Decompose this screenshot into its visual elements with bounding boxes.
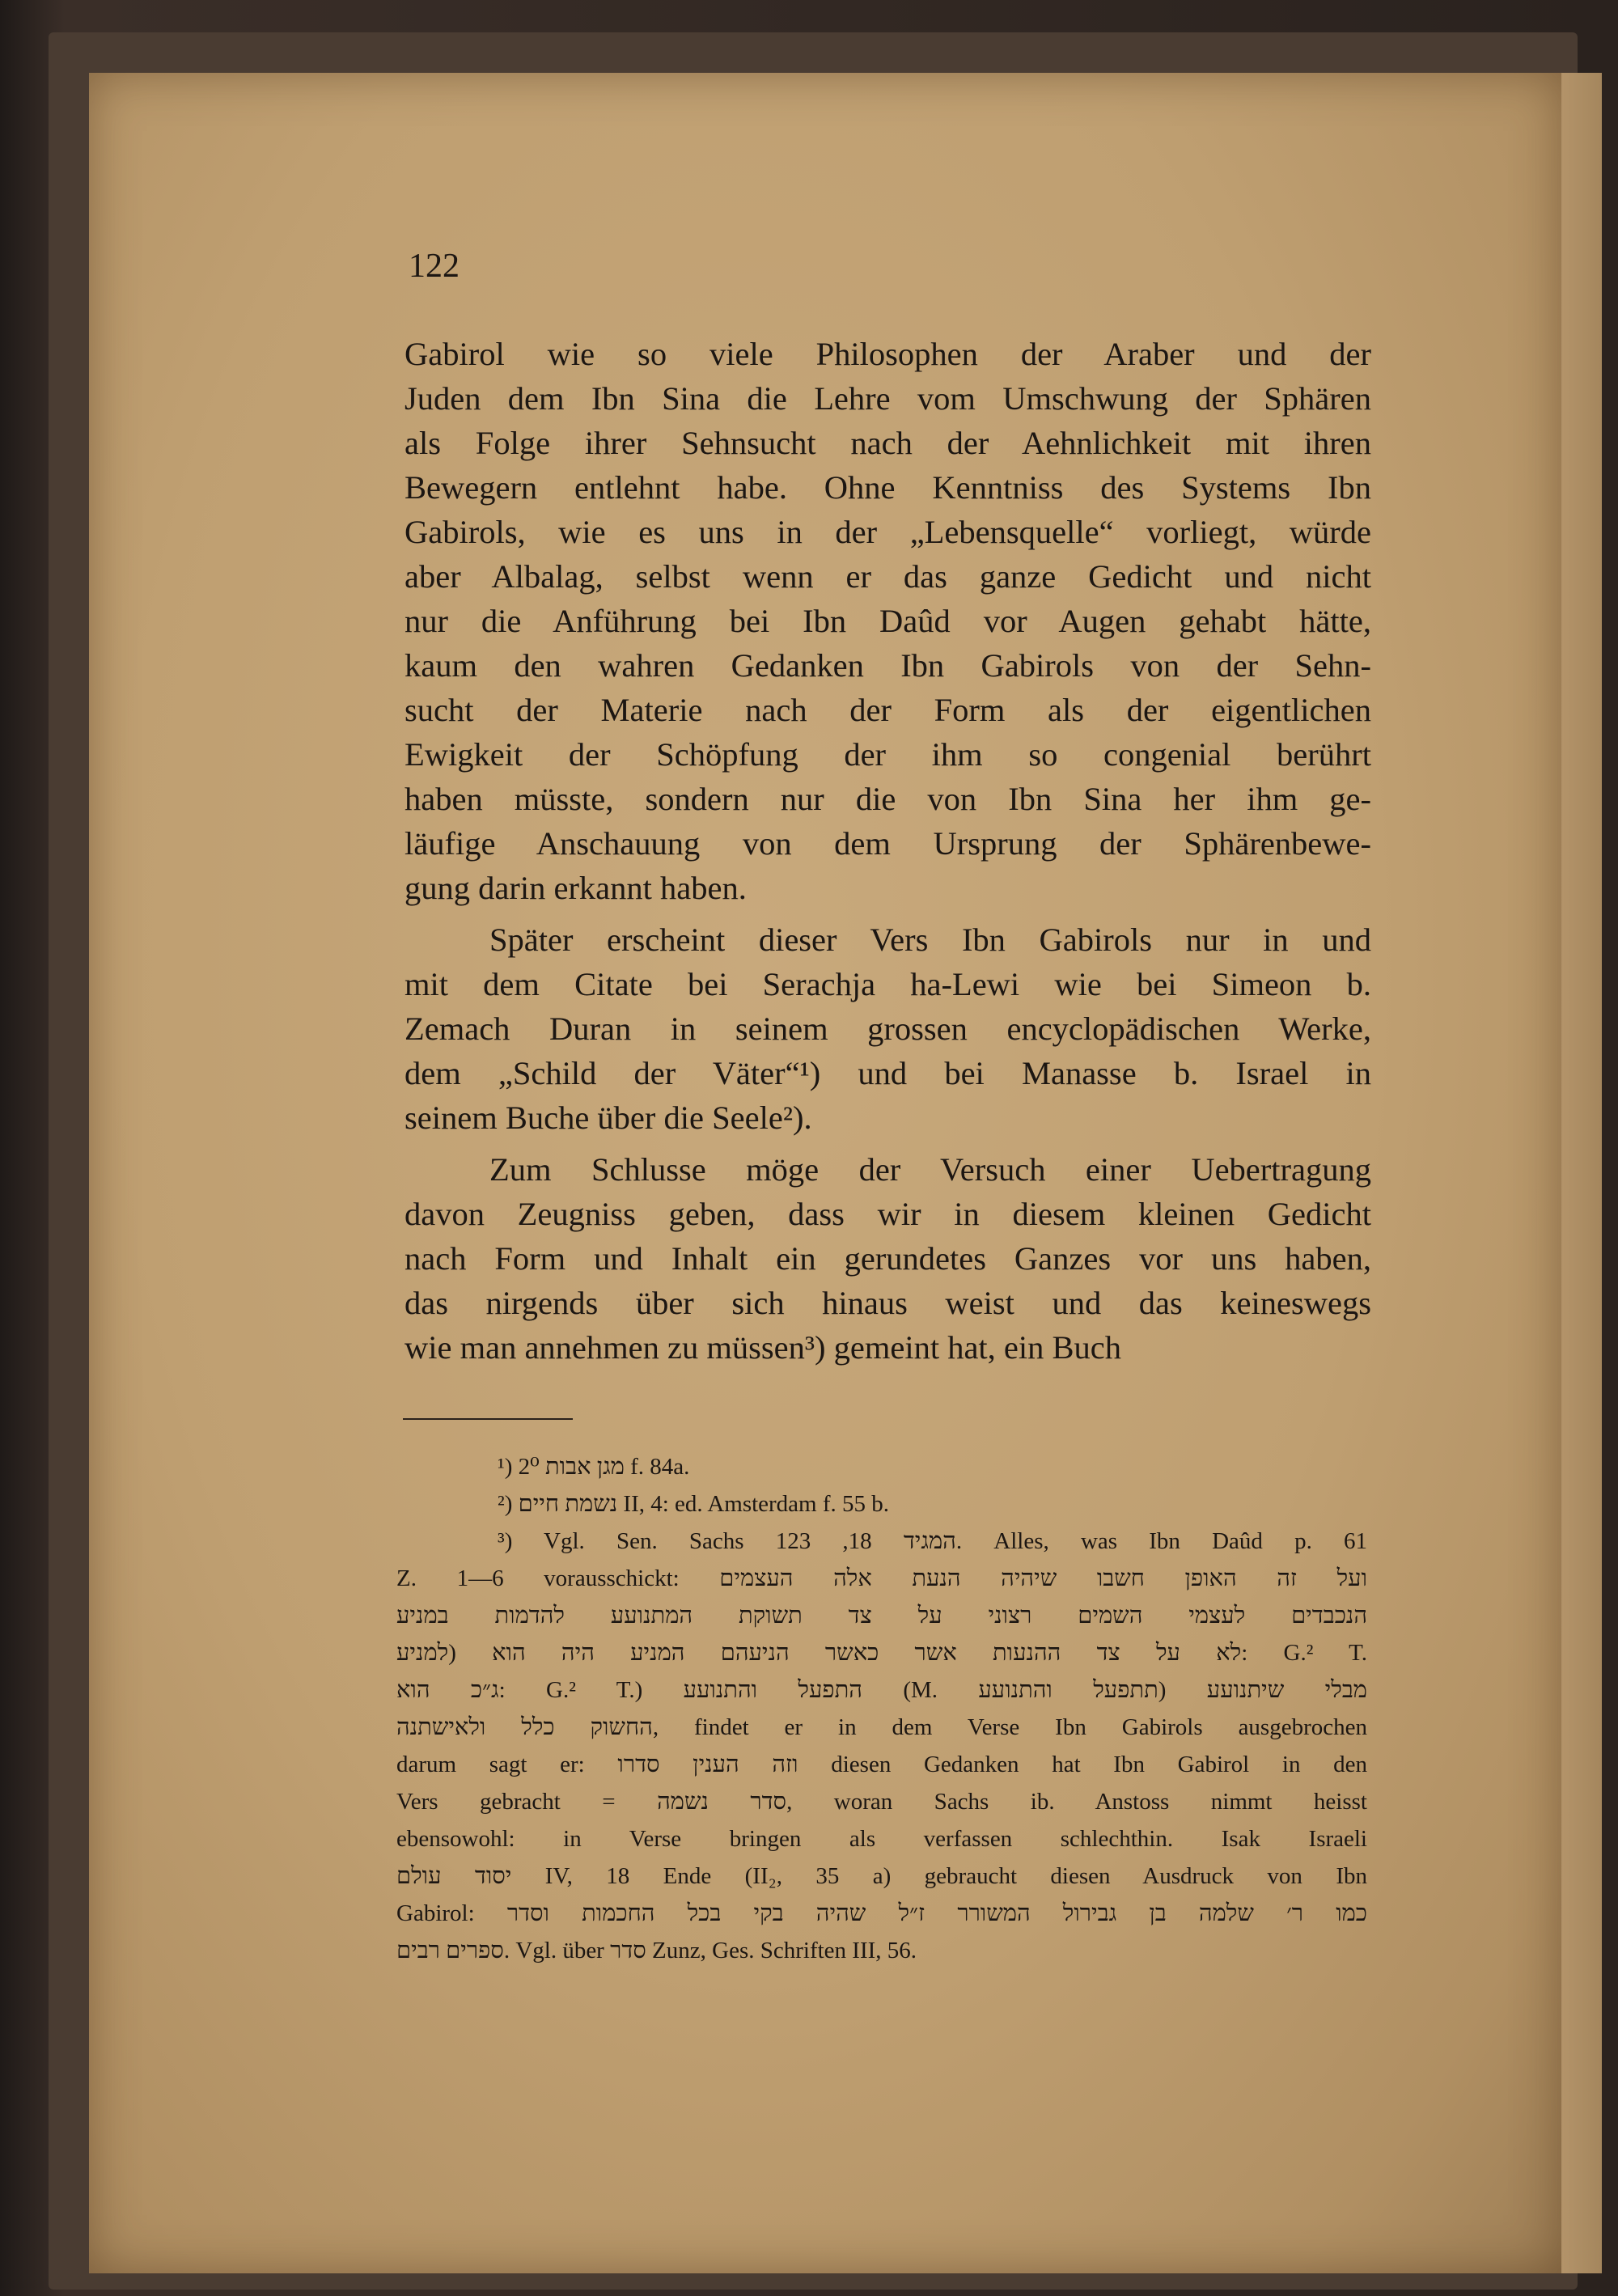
footnote-line: ²) נשמת חיים II, 4: ed. Amsterdam f. 55 b. bbox=[498, 1491, 890, 1517]
text-line: das nirgends über sich hinaus weist und das keineswegs bbox=[404, 1285, 1371, 1321]
text-line: kaum den wahren Gedanken Ibn Gabirols von der Sehn- bbox=[404, 647, 1371, 684]
footnote-line: ¹) מגן אבות 2⁰ f. 84a. bbox=[498, 1454, 690, 1480]
footnote-line: ³) Vgl. Sen. Sachs המגיד 18, 123. Alles, was Ibn Daûd p. 61 bbox=[498, 1528, 1367, 1554]
footnote-line: החשוק כלל ולאישתנה, findet er in dem Verse Ibn Gabirols ausgebrochen bbox=[396, 1714, 1367, 1740]
text-line: nur die Anführung bei Ibn Daûd vor Augen gehabt hätte, bbox=[404, 603, 1371, 639]
text-line: als Folge ihrer Sehnsucht nach der Aehnlichkeit mit ihren bbox=[404, 425, 1371, 461]
text-line: Zum Schlusse möge der Versuch einer Uebertragung bbox=[489, 1151, 1371, 1188]
text-line: Juden dem Ibn Sina die Lehre vom Umschwung der Sphären bbox=[404, 380, 1371, 417]
footnote-line: ספרים רבים. Vgl. über סדר Zunz, Ges. Schriften III, 56. bbox=[396, 1938, 917, 1963]
text-line: wie man annehmen zu müssen³) gemeint hat, ein Buch bbox=[404, 1329, 1122, 1366]
text-line: mit dem Citate bei Serachja ha-Lewi wie bei Simeon b. bbox=[404, 966, 1371, 1002]
text-line: gung darin erkannt haben. bbox=[404, 870, 747, 906]
text-line: aber Albalag, selbst wenn er das ganze Gedicht und nicht bbox=[404, 558, 1371, 595]
footnote-line: הנכבדים לעצמי השמים רצוני על צד תשוקת המתנועע להדמות במניע bbox=[396, 1603, 1367, 1629]
text-line: Gabirols, wie es uns in der „Lebensquelle“ vorliegt, würde bbox=[404, 514, 1371, 550]
main-text bbox=[404, 332, 1371, 1370]
text-line: Zemach Duran in seinem grossen encyclopädischen Werke, bbox=[404, 1010, 1371, 1047]
page-number: 122 bbox=[409, 248, 460, 285]
footnote-line: לא על צד ההנעות אשר כאשר הניעהם המניע היה הוא (למניע: G.² T. bbox=[396, 1640, 1367, 1666]
text-line: seinem Buche über die Seele²). bbox=[404, 1099, 812, 1136]
text-line: dem „Schild der Väter“¹) und bei Manasse b. Israel in bbox=[404, 1055, 1371, 1091]
footnote-line: ebensowohl: in Verse bringen als verfassen schlechthin. Isak Israeli bbox=[396, 1826, 1367, 1852]
text-line: Ewigkeit der Schöpfung der ihm so congenial berührt bbox=[404, 736, 1371, 773]
footnote-line: Vers gebracht = סדר נשמה, woran Sachs ib. Anstoss nimmt heisst bbox=[396, 1789, 1367, 1815]
footnote-line: Z. 1—6 vorausschickt: ועל זה האופן חשבו שיהיה הנעת אלה העצמים bbox=[396, 1565, 1367, 1591]
text-line: davon Zeugniss geben, dass wir in diesem kleinen Gedicht bbox=[404, 1196, 1371, 1232]
paragraph bbox=[404, 332, 1371, 910]
footnote-separator bbox=[403, 1418, 573, 1420]
text-line: nach Form und Inhalt ein gerundetes Ganzes vor uns haben, bbox=[404, 1240, 1371, 1277]
footnote-line: Gabirol: כמו ר׳ שלמה בן גבירול המשורר ז״ל שהיה בקי בכל החכמות וסדר bbox=[396, 1900, 1367, 1926]
text-line: Bewegern entlehnt habe. Ohne Kenntniss des Systems Ibn bbox=[404, 469, 1371, 506]
footnotes bbox=[396, 1448, 1367, 1969]
text-line: haben müsste, sondern nur die von Ibn Sina her ihm ge- bbox=[404, 781, 1371, 817]
text-line: Gabirol wie so viele Philosophen der Araber und der bbox=[404, 336, 1371, 372]
footnote-line: ג״כ הוא: G.² T.) התפעל והתנועע (M. תתפעל והתנועע) מבלי שיתנועע bbox=[396, 1677, 1367, 1703]
text-line: läufige Anschauung von dem Ursprung der Sphärenbewe- bbox=[404, 825, 1371, 862]
paragraph bbox=[404, 917, 1371, 1140]
paragraph bbox=[404, 1147, 1371, 1370]
footnote-line: darum sagt er: וזה הענין סדרו diesen Gedanken hat Ibn Gabirol in den bbox=[396, 1752, 1367, 1777]
text-line: sucht der Materie nach der Form als der eigentlichen bbox=[404, 692, 1371, 728]
footnote-line: יסוד עולם IV, 18 Ende (II₂, 35 a) gebraucht diesen Ausdruck von Ibn bbox=[396, 1863, 1367, 1889]
text-line: Später erscheint dieser Vers Ibn Gabirols nur in und bbox=[489, 921, 1371, 958]
